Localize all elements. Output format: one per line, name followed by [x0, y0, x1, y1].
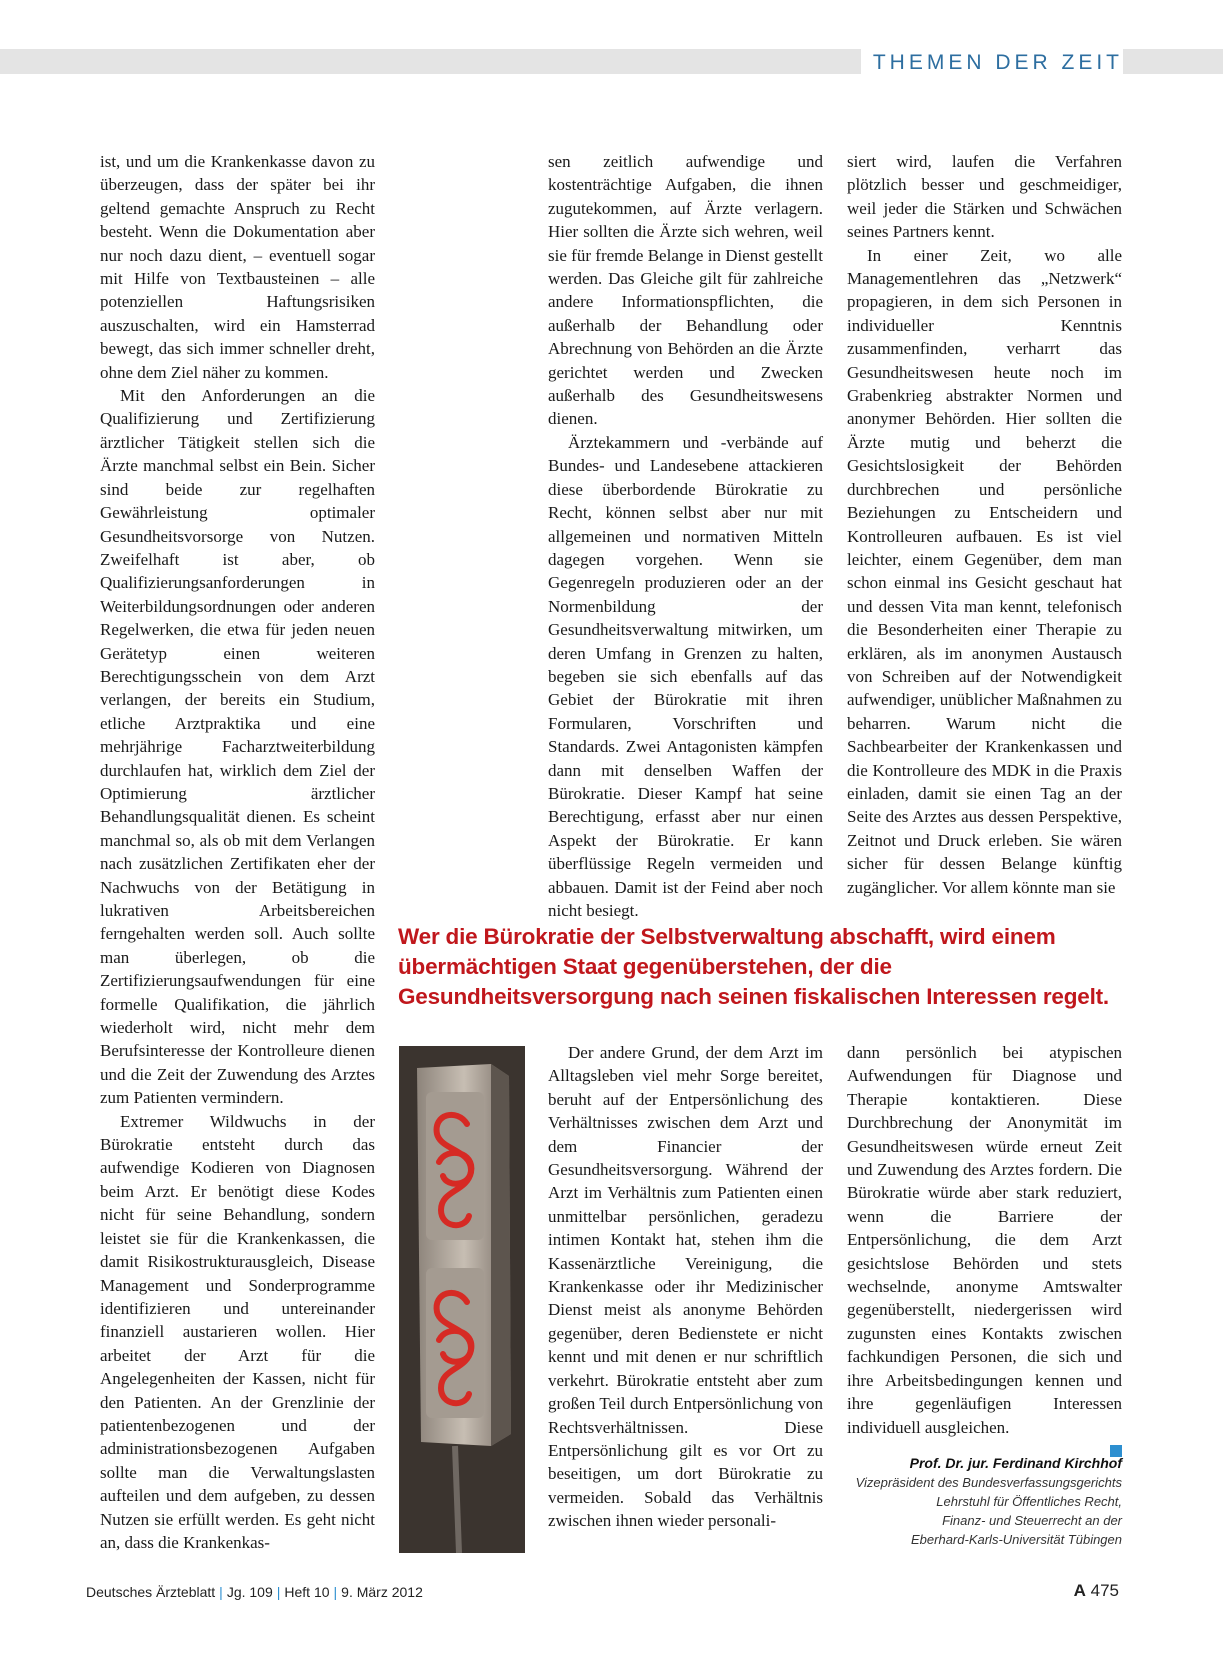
- journal-name: Deutsches Ärzteblatt: [86, 1584, 216, 1600]
- page-num: 475: [1090, 1581, 1119, 1600]
- issue-date: 9. März 2012: [341, 1584, 423, 1600]
- paragraph: Ärztekammern und -verbände auf Bundes- und Landesebene attackieren diese überbordende Bürokratie zu Recht, können selbst aber nur mit allgemeinen und normativen Mitteln dagegen vorgehen. Wenn sie Gegenregeln produzieren oder an der Normenbildung der Gesundheitsverwaltung mitwirken, um deren Umfang in Grenzen zu halten, begeben sie sich ebenfalls auf das Gebiet der Bürokratie mit ihren Formularen, Vorschriften und Standards. Zwei Antagonisten kämpfen dann mit denselben Waffen der Bürokratie. Dieser Kampf hat seine Berechtigung, erfasst aber nur einen Aspekt der Bürokratie. Er kann überflüssige Regeln vermeiden und abbauen. Damit ist der Feind aber noch nicht besiegt.: [548, 432, 823, 920]
- author-affiliation: Eberhard-Karls-Universität Tübingen: [911, 1532, 1122, 1547]
- author-role: Vizepräsident des Bundesverfassungsgerichts: [855, 1475, 1122, 1490]
- stamp-illustration: [399, 1046, 525, 1553]
- author-affiliation: Lehrstuhl für Öffentliches Recht,: [936, 1494, 1122, 1509]
- paragraph: Mit den Anforderungen an die Qualifizierung und Zertifizierung ärztlicher Tätigkeit stellen sich die Ärzte manchmal selbst ein Bein. Sicher sind beide zur regelhaften Gewährleistung optimaler Gesundheitsvorsorge von Nutzen. Zweifelhaft ist aber, ob Qualifizierungsanforderungen in Weiterbildungsordnungen oder anderen Regelwerken, die etwa für jeden neuen Gerätetyp einen weiteren Berechtigungsschein von dem Arzt verlangen, der bereits ein Studium, etliche Arztpraktika und eine mehrjährige Facharztweiterbildung durchlaufen hat, wirklich dem Ziel der Optimierung ärztlicher Behandlungsqualität dienen. Es scheint manchmal so, als ob mit dem Verlangen nach zusätzlichen Zertifikaten eher der Nachwuchs von der Betätigung in lukrativen Arbeitsbereichen ferngehalten werden soll. Auch sollte man überlegen, ob die Zertifizierungsaufwendungen für eine formelle Qualifikation, die jährlich wiederholt wird, nicht mehr dem Berufsinteresse der Kontrolleure dienen und die Zeit der Zuwendung des Arztes zum Patienten vermindern.: [100, 386, 375, 1108]
- pull-quote: Wer die Bürokratie der Selbstverwaltung abschafft, wird einem übermächtigen Staat gegenüberstehen, der die Gesundheitsversorgung nach seinen fiskalischen Interessen regelt.: [398, 924, 1109, 1009]
- section-title: THEMEN DER ZEIT: [861, 49, 1123, 74]
- page-letter: A: [1073, 1581, 1086, 1600]
- author-name: Prof. Dr. jur. Ferdinand Kirchhof: [909, 1455, 1122, 1471]
- paragraph: siert wird, laufen die Verfahren plötzlich besser und geschmeidiger, weil jeder die Stärken und Schwächen seines Partners kennt.: [847, 152, 1122, 242]
- text-column-4: [548, 1041, 823, 1533]
- text-column-2: [548, 150, 823, 922]
- author-block: [847, 1454, 1122, 1549]
- author-affiliation: Finanz- und Steuerrecht an der: [942, 1513, 1122, 1528]
- text-column-1: [100, 150, 375, 1550]
- paragraph: sen zeitlich aufwendige und kostenträchtige Aufgaben, die ihnen zugutekommen, auf Ärzte verlagern. Hier sollten die Ärzte sich wehren, weil sie für fremde Belange in Dienst gestellt werden. Das Gleiche gilt für zahlreiche andere Informationspflichten, die außerhalb der Behandlung oder Abrechnung von Behörden an die Ärzte gerichtet werden und Zwecken außerhalb des Gesundheitswesens dienen.: [548, 152, 823, 429]
- issue: Heft 10: [284, 1584, 330, 1600]
- text-column-3: [847, 150, 1122, 899]
- paragraph: In einer Zeit, wo alle Managementlehren das „Netzwerk“ propagieren, in dem sich Personen in individueller Kenntnis zusammenfinden, verharrt das Gesundheitswesen heute noch im Grabenkrieg abstrakter Normen und anonymer Behörden. Hier sollten die Ärzte mutig und beherzt die Gesichtslosigkeit der Behörden durchbrechen und persönliche Beziehungen zu Entscheidern und Kontrolleuren aufbauen. Es ist viel leichter, einem Gegenüber, dem man schon einmal ins Gesicht geschaut hat und dessen Vita man kennt, telefonisch die Besonderheiten einer Therapie zu erklären, als im anonymen Austausch von Schreiben auf der Notwendigkeit aufwendiger, unüblicher Maßnahmen zu beharren. Warum nicht die Sachbearbeiter der Krankenkassen und die Kontrolleure des MDK in die Praxis einladen, damit sie einen Tag an der Seite des Arztes aus dessen Perspektive, Zeitnot und Druck erleben. Sie wären sicher für dessen Belange künftig zugänglicher. Vor allem könnte man sie: [847, 245, 1122, 897]
- page-number: [1074, 1581, 1119, 1601]
- text-column-5: [847, 1041, 1122, 1457]
- paragraph: dann persönlich bei atypischen Aufwendungen für Diagnose und Therapie kontaktieren. Diese Durchbrechung der Anonymität im Gesundheitswesen würde erneut Zeit und Zuwendung des Arztes fordern. Die Bürokratie würde aber stark reduziert, wenn die Barriere der Entpersönlichung, die dem Arzt gesichtslose Behörden und stets wechselnde, anonyme Amtswalter gegenüberstellt, niedergerissen wird zugunsten eines Kontakts zwischen fachkundigen Personen, die sich und ihre Arbeitsbedingungen kennen und ihre gegenläufigen Interessen individuell ausgleichen.: [847, 1043, 1122, 1437]
- volume: Jg. 109: [226, 1584, 273, 1600]
- paragraph: Der andere Grund, der dem Arzt im Alltagsleben viel mehr Sorge bereitet, beruht auf der Entpersönlichung des Verhältnisses zwischen dem Arzt und dem Financier der Gesundheitsversorgung. Während der Arzt im Verhältnis zum Patienten einen unmittelbar persönlichen, geradezu intimen Kontakt hat, stehen ihm die Kassenärztliche Vereinigung, die Krankenkasse oder ihr Medizinischer Dienst meist als anonyme Behörden gegenüber, deren Bedienstete er nicht kennt und mit denen er nur schriftlich verkehrt. Bürokratie entsteht aber zum großen Teil durch Entpersönlichung von Rechtsverhältnissen. Diese Entpersönlichung gilt es vor Ort zu beseitigen, um dort Bürokratie zu vermeiden. Sobald das Verhältnis zwischen ihnen wieder personali-: [548, 1043, 823, 1531]
- paragraph: Extremer Wildwuchs in der Bürokratie entsteht durch das aufwendige Kodieren von Diagnosen beim Arzt. Er benötigt diese Kodes nicht für seine Behandlung, sondern leistet sie für die Krankenkassen, die damit Risikostrukturausgleich, Disease Management und Sonderprogramme identifizieren und untereinander finanziell austarieren wollen. Hier arbeitet der Arzt für die Angelegenheiten der Kassen, nicht für den Patienten. An der Grenzlinie der patientenbezogenen und der administrationsbezogenen Aufgaben sollte man die Verwaltungslasten aufteilen und dem aufgeben, zu dessen Nutzen sie erfüllt werden. Es geht nicht an, dass die Krankenkas-: [100, 1111, 375, 1552]
- paragraph: ist, und um die Krankenkasse davon zu überzeugen, dass der später bei ihr geltend gemachte Anspruch zu Recht besteht. Wenn die Dokumentation aber nur noch dazu dient, – eventuell sogar mit Hilfe von Textbausteinen – alle potenziellen Haftungsrisiken auszuschalten, wird ein Hamsterrad bewegt, das sich immer schneller dreht, ohne dem Ziel näher zu kommen.: [100, 152, 375, 382]
- footer-citation: Deutsches Ärzteblatt | Jg. 109 | Heft 10 | 9. März 2012: [86, 1584, 423, 1600]
- paragraph-stamp-photo: [399, 1046, 525, 1553]
